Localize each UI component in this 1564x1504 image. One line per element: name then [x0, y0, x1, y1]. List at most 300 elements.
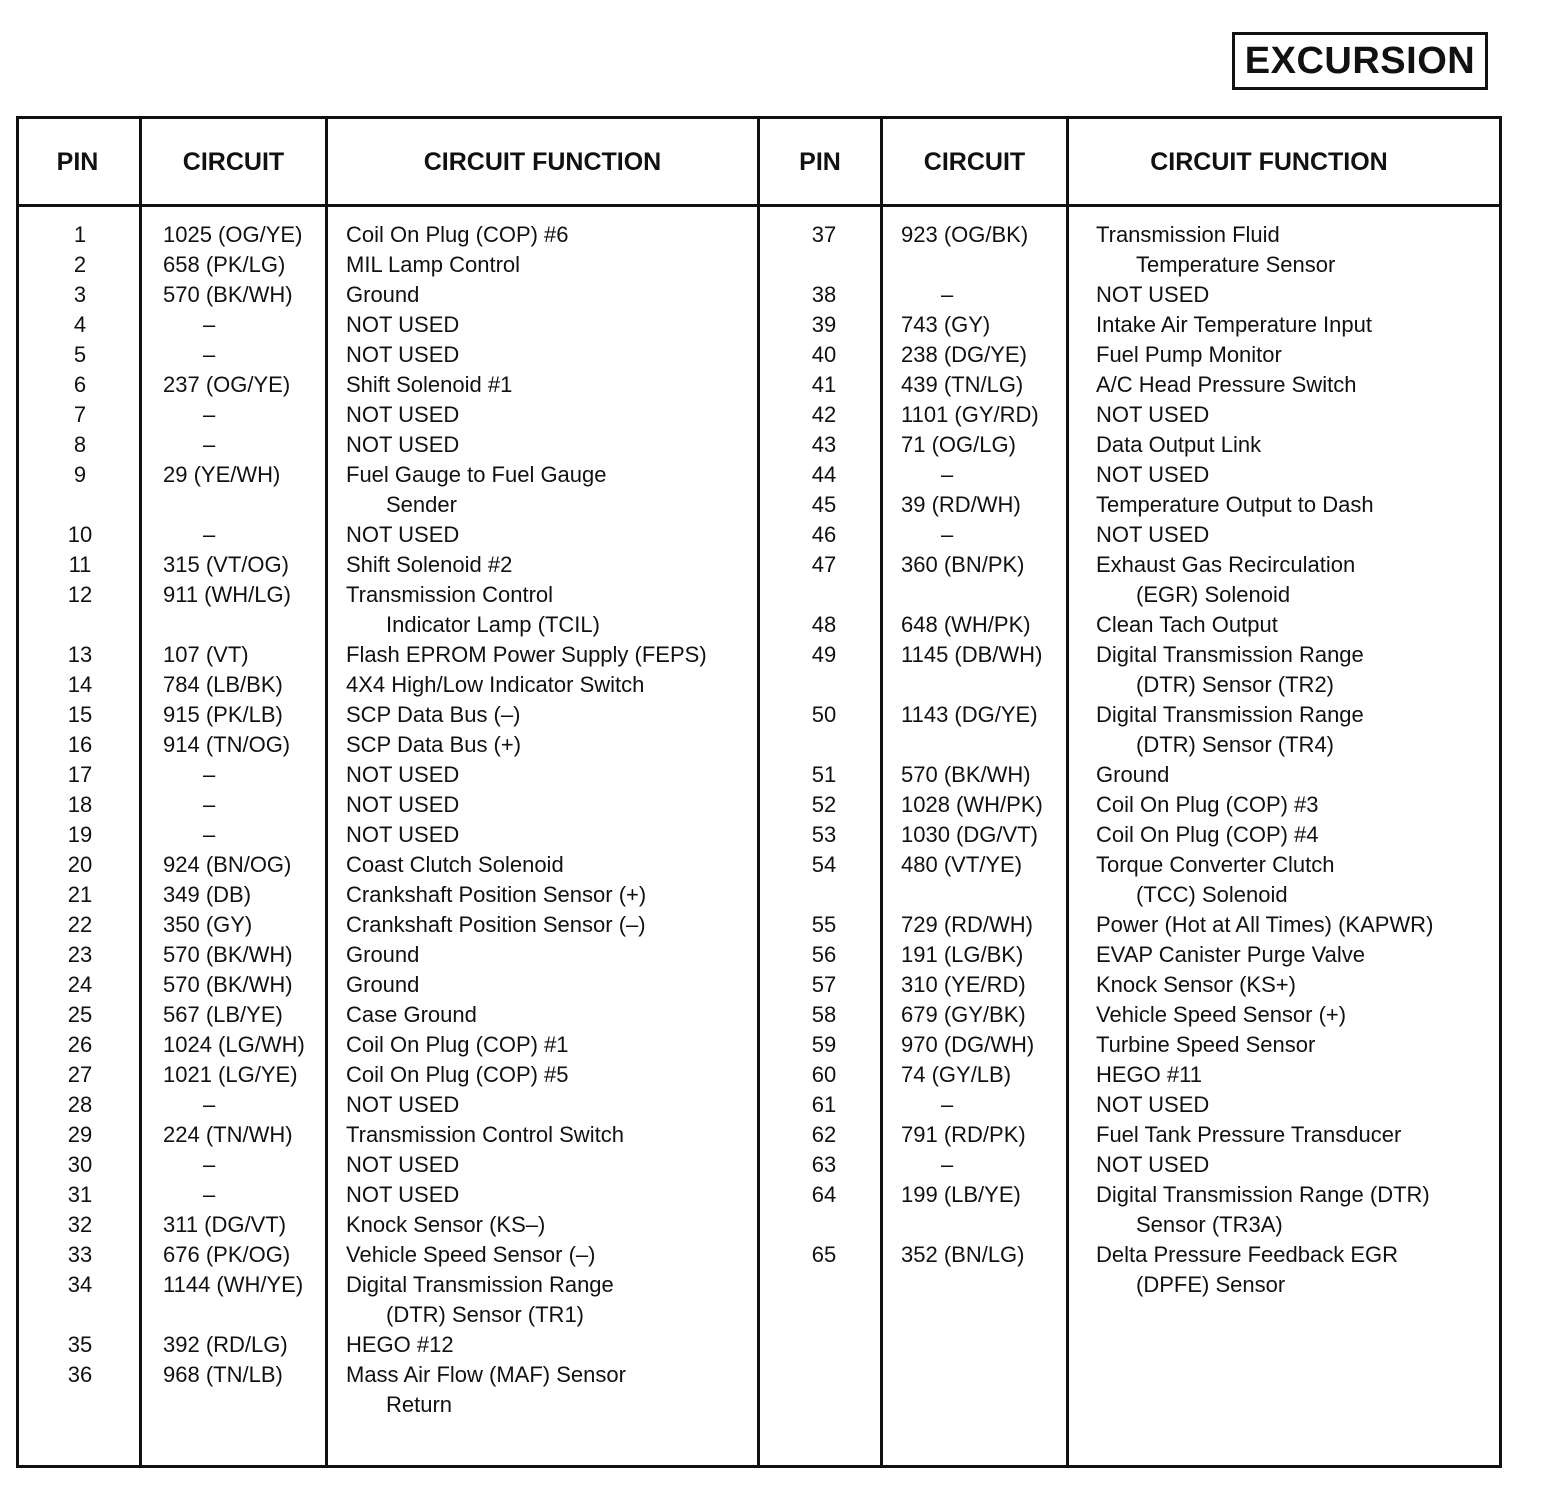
pin-number: 17: [67, 762, 93, 787]
circuit-function-line: Data Output Link: [1096, 432, 1262, 457]
table-row: [0, 700, 760, 730]
circuit-function: [1096, 460, 1209, 490]
table-row: [760, 1150, 1500, 1180]
circuit-function-line: HEGO #12: [346, 1332, 454, 1357]
circuit-function-line: Digital Transmission Range: [346, 1272, 614, 1297]
circuit-function: [346, 430, 459, 460]
circuit-function-line: EVAP Canister Purge Valve: [1096, 942, 1366, 967]
circuit-function: [346, 250, 520, 280]
circuit-function: [1096, 430, 1261, 460]
circuit-function-line: Shift Solenoid #2: [346, 552, 513, 577]
circuit-function-line: NOT USED: [346, 1152, 460, 1177]
pin-number: 14: [67, 672, 93, 697]
circuit-function: [346, 1270, 614, 1330]
circuit-id: 199 (LB/YE): [901, 1182, 1021, 1207]
table-row: [0, 310, 760, 340]
pin-number: 1: [73, 222, 87, 247]
circuit-function-line: A/C Head Pressure Switch: [1096, 372, 1357, 397]
circuit-function-line: Vehicle Speed Sensor (+): [1096, 1002, 1347, 1027]
circuit-function: [1096, 700, 1364, 760]
circuit-function: [1096, 850, 1334, 910]
table-row: [760, 700, 1500, 760]
table-row: [0, 340, 760, 370]
circuit-function: [346, 940, 419, 970]
table-row: [760, 1120, 1500, 1150]
pin-number: 18: [67, 792, 93, 817]
circuit-function: [346, 1360, 626, 1420]
pin-number: 30: [67, 1152, 93, 1177]
circuit-id: –: [203, 342, 216, 367]
table-row: [760, 550, 1500, 610]
table-row: [760, 610, 1500, 640]
circuit-id: 224 (TN/WH): [163, 1122, 293, 1147]
circuit-id: 1021 (LG/YE): [163, 1062, 298, 1087]
circuit-function-line: (TCC) Solenoid: [1136, 882, 1288, 907]
pin-number: 13: [67, 642, 93, 667]
circuit-function: [1096, 400, 1209, 430]
circuit-function-line: SCP Data Bus (+): [346, 732, 522, 757]
circuit-function-line: NOT USED: [1096, 522, 1210, 547]
circuit-function: [1096, 1000, 1346, 1030]
pin-number: 42: [811, 402, 837, 427]
pin-number: 55: [811, 912, 837, 937]
pin-number: 19: [67, 822, 93, 847]
circuit-function: [346, 880, 646, 910]
circuit-id: 1144 (WH/YE): [163, 1272, 304, 1297]
circuit-function-line: Digital Transmission Range: [1096, 642, 1364, 667]
circuit-function-line: (DTR) Sensor (TR2): [1136, 672, 1335, 697]
circuit-id: 658 (PK/LG): [163, 252, 286, 277]
pin-number: 32: [67, 1212, 93, 1237]
table-row: [0, 640, 760, 670]
circuit-id: 914 (TN/OG): [163, 732, 291, 757]
pin-number: 23: [67, 942, 93, 967]
circuit-function: [346, 340, 459, 370]
circuit-id: 679 (GY/BK): [901, 1002, 1026, 1027]
header-pin-right: PIN: [799, 147, 841, 176]
circuit-function-line: Knock Sensor (KS–): [346, 1212, 546, 1237]
pin-number: 45: [811, 492, 837, 517]
header-circuit-right: CIRCUIT: [923, 147, 1026, 176]
table-row: [760, 940, 1500, 970]
table-row: [760, 430, 1500, 460]
circuit-function: [1096, 760, 1169, 790]
circuit-function-line: Temperature Output to Dash: [1096, 492, 1374, 517]
circuit-function-line: Crankshaft Position Sensor (–): [346, 912, 646, 937]
circuit-function: [346, 280, 419, 310]
circuit-function-line: SCP Data Bus (–): [346, 702, 521, 727]
circuit-function: [1096, 1090, 1209, 1120]
pin-number: 61: [811, 1092, 837, 1117]
pin-number: 4: [73, 312, 87, 337]
pin-number: 35: [67, 1332, 93, 1357]
circuit-id: 648 (WH/PK): [901, 612, 1031, 637]
circuit-function: [346, 700, 520, 730]
table-row: [760, 790, 1500, 820]
circuit-function: [346, 220, 569, 250]
circuit-function-line: Coil On Plug (COP) #3: [1096, 792, 1319, 817]
pin-number: 44: [811, 462, 837, 487]
circuit-id: 570 (BK/WH): [163, 942, 293, 967]
table-row: [0, 730, 760, 760]
circuit-function: [346, 1240, 596, 1270]
circuit-function: [346, 400, 459, 430]
circuit-function-line: Coast Clutch Solenoid: [346, 852, 564, 877]
circuit-function-line: NOT USED: [346, 342, 460, 367]
circuit-id: 311 (DG/VT): [163, 1212, 287, 1237]
circuit-function-line: NOT USED: [346, 792, 460, 817]
table-row: [760, 1240, 1500, 1300]
circuit-function: [1096, 1030, 1315, 1060]
circuit-function-line: NOT USED: [1096, 282, 1210, 307]
circuit-function: [1096, 940, 1365, 970]
circuit-function-line: Digital Transmission Range: [1096, 702, 1364, 727]
table-row: [0, 1180, 760, 1210]
circuit-function: [1096, 790, 1319, 820]
circuit-function-line: Fuel Pump Monitor: [1096, 342, 1282, 367]
circuit-id: –: [203, 1092, 216, 1117]
pin-number: 64: [811, 1182, 837, 1207]
circuit-function-line: NOT USED: [1096, 402, 1210, 427]
circuit-function: [1096, 1180, 1430, 1240]
circuit-function: [1096, 1060, 1202, 1090]
circuit-function: [1096, 520, 1209, 550]
table-row: [0, 400, 760, 430]
table-row: [0, 820, 760, 850]
pin-number: 38: [811, 282, 837, 307]
circuit-function-line: Shift Solenoid #1: [346, 372, 513, 397]
pin-number: 37: [811, 222, 837, 247]
circuit-function-line: Transmission Control: [346, 582, 554, 607]
table-row: [0, 1150, 760, 1180]
circuit-id: 74 (GY/LB): [901, 1062, 1012, 1087]
pin-number: 26: [67, 1032, 93, 1057]
circuit-function-line: Sensor (TR3A): [1136, 1212, 1283, 1237]
circuit-function-line: 4X4 High/Low Indicator Switch: [346, 672, 645, 697]
circuit-function-line: (DTR) Sensor (TR1): [386, 1302, 585, 1327]
pin-number: 16: [67, 732, 93, 757]
table-row: [0, 1330, 760, 1360]
circuit-function-line: (DTR) Sensor (TR4): [1136, 732, 1335, 757]
circuit-function: [1096, 550, 1355, 610]
table-row: [0, 670, 760, 700]
pin-number: 48: [811, 612, 837, 637]
pin-number: 24: [67, 972, 93, 997]
pin-number: 40: [811, 342, 837, 367]
pin-number: 21: [67, 882, 93, 907]
circuit-id: 39 (RD/WH): [901, 492, 1021, 517]
circuit-id: 567 (LB/YE): [163, 1002, 283, 1027]
circuit-id: 1101 (GY/RD): [901, 402, 1039, 427]
circuit-function: [1096, 280, 1209, 310]
pin-number: 7: [73, 402, 87, 427]
table-row: [0, 280, 760, 310]
header-circuit-left: CIRCUIT: [182, 147, 285, 176]
circuit-id: –: [203, 1152, 216, 1177]
circuit-id: –: [941, 282, 954, 307]
table-row: [0, 1210, 760, 1240]
circuit-function-line: NOT USED: [346, 402, 460, 427]
circuit-function-line: NOT USED: [346, 522, 460, 547]
table-row: [760, 1000, 1500, 1030]
pin-number: 39: [811, 312, 837, 337]
circuit-function: [346, 1060, 569, 1090]
circuit-function-line: MIL Lamp Control: [346, 252, 521, 277]
circuit-function-line: Torque Converter Clutch: [1096, 852, 1335, 877]
circuit-function: [1096, 820, 1319, 850]
circuit-id: 360 (BN/PK): [901, 552, 1025, 577]
table-row: [0, 910, 760, 940]
circuit-function: [346, 580, 600, 640]
circuit-function-line: Turbine Speed Sensor: [1096, 1032, 1316, 1057]
pin-number: 22: [67, 912, 93, 937]
circuit-function-line: Indicator Lamp (TCIL): [386, 612, 600, 637]
circuit-function: [1096, 640, 1364, 700]
circuit-function-line: Sender: [386, 492, 457, 517]
circuit-id: 352 (BN/LG): [901, 1242, 1025, 1267]
pin-number: 27: [67, 1062, 93, 1087]
circuit-function-line: Exhaust Gas Recirculation: [1096, 552, 1356, 577]
circuit-id: –: [941, 462, 954, 487]
pin-number: 52: [811, 792, 837, 817]
pin-number: 46: [811, 522, 837, 547]
circuit-id: 1025 (OG/YE): [163, 222, 303, 247]
table-row: [760, 820, 1500, 850]
table-row: [760, 520, 1500, 550]
circuit-function-line: Transmission Fluid: [1096, 222, 1280, 247]
circuit-function: [346, 820, 459, 850]
circuit-function: [1096, 1150, 1209, 1180]
circuit-id: 1030 (DG/VT): [901, 822, 1038, 847]
circuit-function-line: Ground: [346, 282, 420, 307]
pin-number: 31: [67, 1182, 93, 1207]
circuit-function: [346, 640, 707, 670]
pin-number: 3: [73, 282, 87, 307]
pin-number: 62: [811, 1122, 837, 1147]
circuit-function-line: Ground: [346, 942, 420, 967]
pin-number: 5: [73, 342, 87, 367]
circuit-id: 570 (BK/WH): [163, 972, 293, 997]
circuit-function: [346, 910, 646, 940]
circuit-function-line: NOT USED: [346, 312, 460, 337]
table-row: [0, 760, 760, 790]
circuit-function-line: Coil On Plug (COP) #1: [346, 1032, 569, 1057]
pin-number: 20: [67, 852, 93, 877]
circuit-function: [1096, 970, 1296, 1000]
circuit-id: 923 (OG/BK): [901, 222, 1029, 247]
circuit-function-line: Fuel Tank Pressure Transducer: [1096, 1122, 1402, 1147]
header-function-left: CIRCUIT FUNCTION: [423, 147, 662, 176]
circuit-function: [1096, 490, 1374, 520]
circuit-id: 1143 (DG/YE): [901, 702, 1038, 727]
pin-number: 2: [73, 252, 87, 277]
table-row: [0, 1090, 760, 1120]
circuit-function-line: Coil On Plug (COP) #6: [346, 222, 569, 247]
circuit-function-line: Vehicle Speed Sensor (–): [346, 1242, 596, 1267]
circuit-id: –: [941, 522, 954, 547]
circuit-id: –: [203, 792, 216, 817]
circuit-id: 191 (LG/BK): [901, 942, 1024, 967]
circuit-id: –: [203, 762, 216, 787]
circuit-id: 729 (RD/WH): [901, 912, 1034, 937]
circuit-function-line: Crankshaft Position Sensor (+): [346, 882, 647, 907]
circuit-id: 238 (DG/YE): [901, 342, 1027, 367]
circuit-id: 350 (GY): [163, 912, 253, 937]
circuit-function: [346, 1000, 477, 1030]
circuit-function-line: HEGO #11: [1096, 1062, 1202, 1087]
circuit-function-line: Ground: [1096, 762, 1170, 787]
circuit-function-line: NOT USED: [1096, 462, 1210, 487]
circuit-function: [346, 520, 459, 550]
pin-number: 9: [73, 462, 87, 487]
pin-number: 53: [811, 822, 837, 847]
pin-number: 59: [811, 1032, 837, 1057]
circuit-id: 970 (DG/WH): [901, 1032, 1035, 1057]
table-row: [0, 1270, 760, 1330]
pin-number: 34: [67, 1272, 93, 1297]
pin-number: 57: [811, 972, 837, 997]
circuit-id: 570 (BK/WH): [163, 282, 293, 307]
circuit-id: –: [203, 432, 216, 457]
circuit-id: –: [203, 312, 216, 337]
circuit-function: [1096, 370, 1356, 400]
circuit-function: [1096, 910, 1433, 940]
circuit-function: [346, 730, 521, 760]
pin-number: 6: [73, 372, 87, 397]
circuit-id: 915 (PK/LB): [163, 702, 283, 727]
circuit-id: –: [203, 402, 216, 427]
circuit-function: [1096, 610, 1278, 640]
circuit-function-line: NOT USED: [346, 822, 460, 847]
circuit-id: 1028 (WH/PK): [901, 792, 1043, 817]
table-row: [760, 850, 1500, 910]
table-row: [0, 250, 760, 280]
table-row: [0, 880, 760, 910]
circuit-function-line: (EGR) Solenoid: [1136, 582, 1291, 607]
circuit-id: –: [941, 1092, 954, 1117]
table-row: [0, 550, 760, 580]
circuit-function-line: NOT USED: [1096, 1152, 1210, 1177]
circuit-function: [346, 550, 512, 580]
pin-number: 60: [811, 1062, 837, 1087]
circuit-id: 924 (BN/OG): [163, 852, 292, 877]
circuit-function: [1096, 340, 1282, 370]
rows-right: [760, 220, 1500, 1300]
circuit-id: 1024 (LG/WH): [163, 1032, 305, 1057]
table-row: [760, 1030, 1500, 1060]
pin-number: 29: [67, 1122, 93, 1147]
pin-number: 43: [811, 432, 837, 457]
pin-number: 12: [67, 582, 93, 607]
pin-number: 54: [811, 852, 837, 877]
circuit-function-line: Power (Hot at All Times) (KAPWR): [1096, 912, 1434, 937]
circuit-function-line: Intake Air Temperature Input: [1096, 312, 1372, 337]
circuit-id: –: [941, 1152, 954, 1177]
circuit-id: 310 (YE/RD): [901, 972, 1026, 997]
table-row: [760, 340, 1500, 370]
table-row: [0, 1240, 760, 1270]
circuit-function: [346, 1330, 454, 1360]
circuit-function-line: Clean Tach Output: [1096, 612, 1278, 637]
vehicle-title: EXCURSION: [1232, 32, 1488, 90]
circuit-id: 349 (DB): [163, 882, 252, 907]
pin-number: 15: [67, 702, 93, 727]
circuit-id: –: [203, 822, 216, 847]
circuit-function: [346, 1180, 459, 1210]
table-row: [760, 970, 1500, 1000]
circuit-function: [346, 670, 644, 700]
table-row: [760, 1090, 1500, 1120]
pin-number: 11: [68, 552, 92, 577]
circuit-function-line: NOT USED: [346, 1092, 460, 1117]
pin-number: 65: [811, 1242, 837, 1267]
table-row: [0, 1060, 760, 1090]
circuit-function-line: NOT USED: [346, 762, 460, 787]
table-row: [760, 640, 1500, 700]
circuit-function-line: Mass Air Flow (MAF) Sensor: [346, 1362, 626, 1387]
pin-number: 28: [67, 1092, 93, 1117]
pin-number: 10: [67, 522, 93, 547]
circuit-id: 237 (OG/YE): [163, 372, 291, 397]
table-row: [0, 370, 760, 400]
circuit-id: 315 (VT/OG): [163, 552, 289, 577]
circuit-function-line: Return: [386, 1392, 453, 1417]
circuit-function: [346, 1120, 624, 1150]
pin-number: 47: [811, 552, 837, 577]
circuit-function-line: Transmission Control Switch: [346, 1122, 624, 1147]
table-row: [0, 850, 760, 880]
pin-number: 41: [811, 372, 837, 397]
circuit-function-line: Coil On Plug (COP) #4: [1096, 822, 1319, 847]
pin-number: 8: [73, 432, 87, 457]
table-row: [760, 280, 1500, 310]
pin-number: 33: [67, 1242, 93, 1267]
table-row: [760, 460, 1500, 490]
table-row: [0, 1360, 760, 1420]
circuit-function: [346, 850, 564, 880]
circuit-function: [346, 310, 459, 340]
circuit-function-line: Fuel Gauge to Fuel Gauge: [346, 462, 607, 487]
circuit-id: 392 (RD/LG): [163, 1332, 288, 1357]
circuit-id: –: [203, 522, 216, 547]
table-row: [760, 1060, 1500, 1090]
table-row: [0, 430, 760, 460]
circuit-function-line: Knock Sensor (KS+): [1096, 972, 1296, 997]
table-row: [0, 1000, 760, 1030]
rows-left: [0, 220, 760, 1420]
circuit-id: 480 (VT/YE): [901, 852, 1023, 877]
pin-number: 58: [811, 1002, 837, 1027]
table-row: [760, 400, 1500, 430]
table-row: [0, 790, 760, 820]
table-row: [760, 760, 1500, 790]
circuit-function-line: NOT USED: [346, 1182, 460, 1207]
circuit-id: 743 (GY): [901, 312, 991, 337]
circuit-function: [1096, 220, 1335, 280]
circuit-function-line: Ground: [346, 972, 420, 997]
table-row: [0, 1030, 760, 1060]
circuit-id: 911 (WH/LG): [163, 582, 291, 607]
circuit-id: 570 (BK/WH): [901, 762, 1031, 787]
circuit-function-line: (DPFE) Sensor: [1136, 1272, 1286, 1297]
table-row: [0, 460, 760, 520]
circuit-function: [346, 1090, 459, 1120]
circuit-id: 29 (YE/WH): [163, 462, 281, 487]
circuit-id: 71 (OG/LG): [901, 432, 1016, 457]
pin-number: 25: [67, 1002, 93, 1027]
pin-number: 51: [811, 762, 837, 787]
table-row: [0, 970, 760, 1000]
